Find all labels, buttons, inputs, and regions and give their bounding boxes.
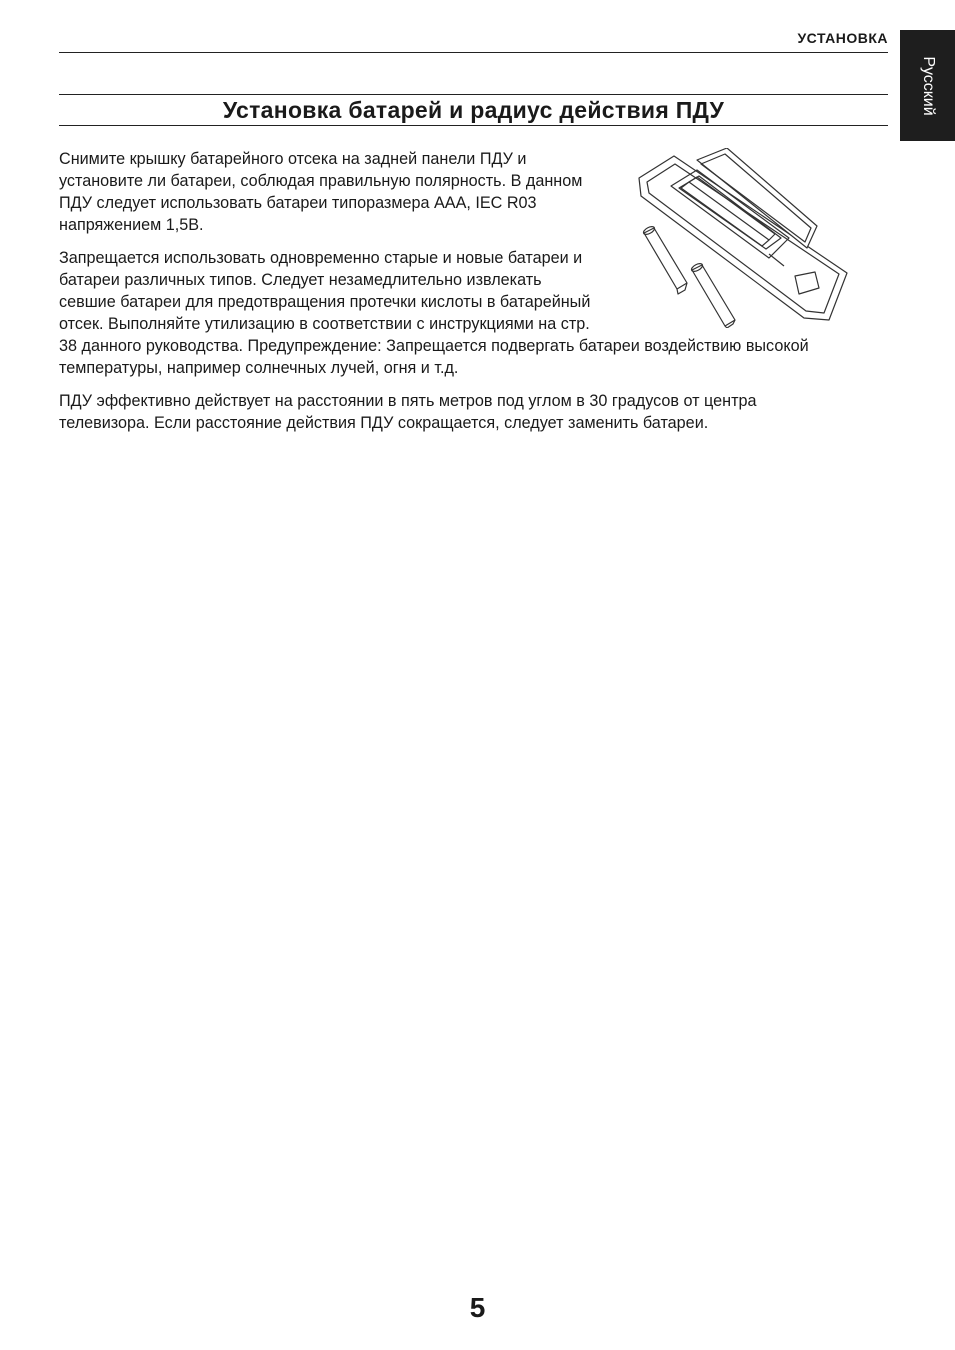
language-tab-label: Русский	[919, 55, 937, 116]
paragraph-3: ПДУ эффективно действует на расстоянии в пять метров под углом в 30 градусов от центра телевизора. Если расстояние действия ПДУ сокращается, следует заменить батареи.	[59, 392, 757, 432]
remote-battery-illustration	[619, 148, 854, 328]
title-rule-bottom	[59, 125, 888, 126]
paragraph-2: Запрещается использовать одновременно старые и новые батареи и батареи различных типов. Следует незамедлительно извлекать севшие батареи для предотвращения протечки кислоты в батарейный отсек. Выполняйте утилизацию в соответствии с инструкциями на стр. 38 данного руководства. Предупреждение: Запрещается подвергать батареи воздействию высокой температуры, например солнечных лучей, огня и т.д.	[59, 249, 809, 377]
paragraph-1: Снимите крышку батарейного отсека на задней панели ПДУ и установите ли батареи, соблюдая правильную полярность. В данном ПДУ следует использовать батареи типоразмера AAA, IEC R03 напряжением 1,5В.	[59, 150, 583, 234]
page-title: Установка батарей и радиус действия ПДУ	[222, 97, 725, 123]
body-text	[59, 148, 844, 445]
language-tab	[900, 30, 955, 141]
page-number: 5	[469, 1292, 486, 1323]
section-header: УСТАНОВКА	[797, 30, 888, 46]
header-rule	[59, 52, 888, 53]
